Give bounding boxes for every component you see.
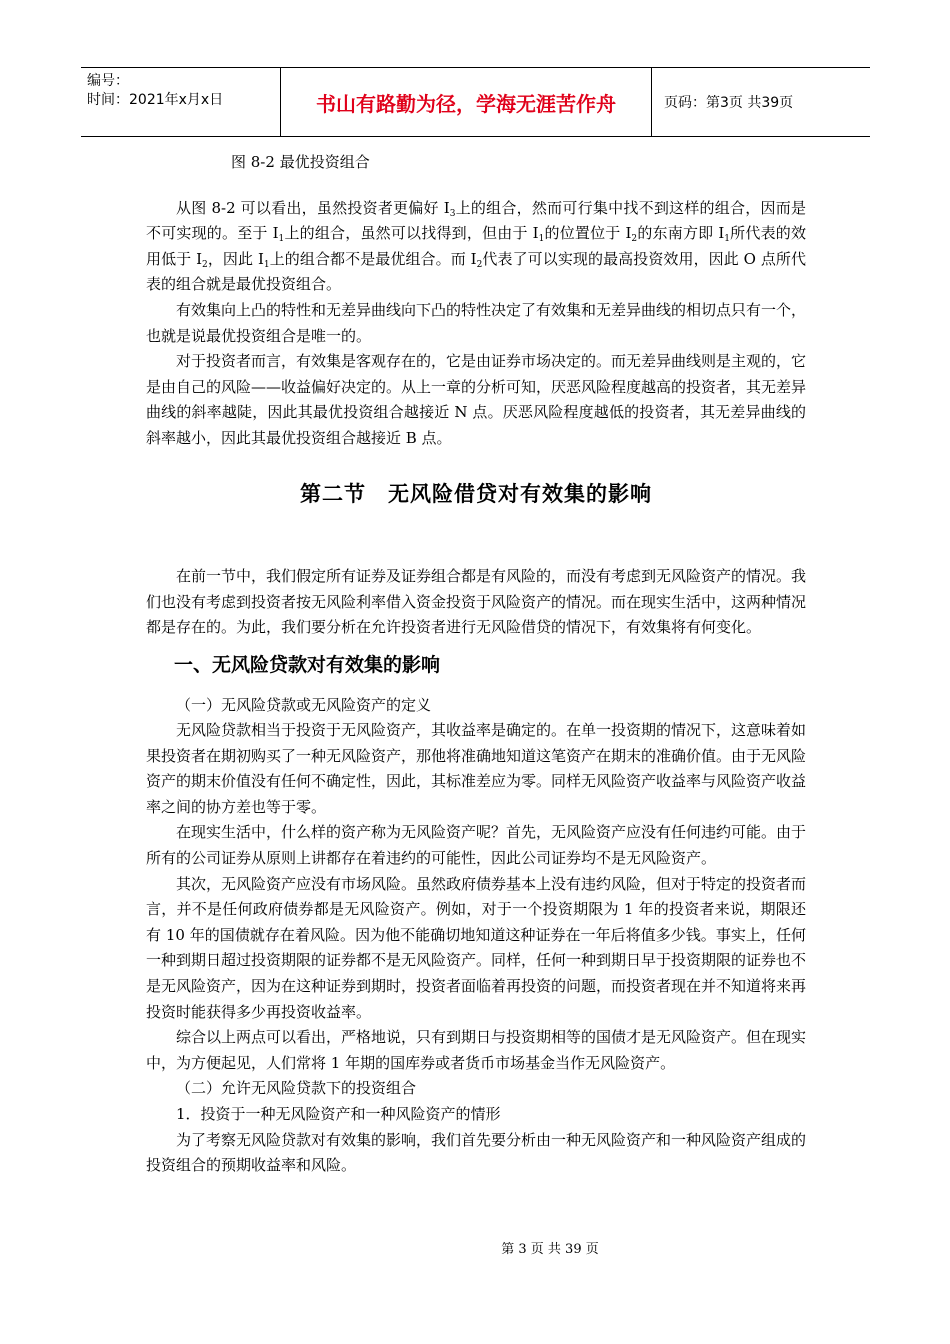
paragraph: 从图 8-2 可以看出，虽然投资者更偏好 $I_3$上的组合，然而可行集中找不到这样的组合，因而是不可实现的。至于 $I_1$上的组合，虽然可以找得到，但由于 $I_1$的位置位于 $I_2$的东南方即 $I_1$所代表的效用低于 $I_2$，因此 $I_1$上的组合都不是最优组合。而 $I_2$代表了可以实现的最高投资效用，因此 O 点所代表的组合就是最优投资组合。 [146,198,806,294]
header-motto: 书山有路勤为径，学海无涯苦作舟 [281,68,652,136]
subheading: （一）无风险贷款或无风险资产的定义 [176,695,432,714]
paragraph: 无风险贷款相当于投资于无风险资产，其收益率是确定的。在单一投资期的情况下，这意味着如果投资者在期初购买了一种无风险资产，那他将准确地知道这笔资产在期末的准确价值。由于无风险资产的期末价值没有任何不确定性，因此，其标准差应为零。同样无风险资产收益率与风险资产收益率之间的协方差也等于零。 [146,721,807,816]
paragraph: 在前一节中，我们假定所有证券及证券组合都是有风险的，而没有考虑到无风险资产的情况。我们也没有考虑到投资者按无风险利率借入资金投资于风险资产的情况。而在现实生活中，这两种情况都是存在的。为此，我们要分析在允许投资者进行无风险借贷的情况下，有效集将有何变化。 [146,567,807,637]
time-label: 时间：2021年x月x日 [87,92,224,108]
header-page-info: 页码：第3页 共39页 [664,95,794,111]
page-header [81,67,870,137]
paragraph: 其次，无风险资产应没有市场风险。虽然政府债券基本上没有违约风险，但对于特定的投资者而言，并不是任何政府债券都是无风险资产。例如，对于一个投资期限为 1 年的投资者来说，期限还有 10 年的国债就存在着风险。因为他不能确切地知道这种证券在一年后将值多少钱。事实上，任何一种到期日超过投资期限的证券都不是无风险资产。同样，任何一种到期日早于投资期限的证券也不是无风险资产，因为在这种证券到期时，投资者面临着再投资的问题，而投资者现在并不知道将来再投资时能获得多少再投资收益率。 [146,874,807,1021]
subheading: （二）允许无风险贷款下的投资组合 [176,1079,417,1098]
figure-caption: 图 8-2 最优投资组合 [231,153,370,171]
document-body [146,150,806,1179]
code-label: 编号： [87,73,129,89]
paragraph: 综合以上两点可以看出，严格地说，只有到期日与投资期相等的国债才是无风险资产。但在现实中，为方便起见，人们常将 1 年期的国库券或者货币市场基金当作无风险资产。 [146,1028,807,1072]
header-meta [81,68,281,136]
paragraph: 为了考察无风险贷款对有效集的影响，我们首先要分析由一种无风险资产和一种风险资产组成的投资组合的预期收益率和风险。 [146,1130,807,1175]
paragraph: 对于投资者而言，有效集是客观存在的，它是由证券市场决定的。而无差异曲线则是主观的，它是由自己的风险——收益偏好决定的。从上一章的分析可知，厌恶风险程度越高的投资者，其无差异曲线的斜率越陡，因此其最优投资组合越接近 N 点。厌恶风险程度越低的投资者，其无差异曲线的斜率越小，因此其最优投资组合越接近 B 点。 [146,352,807,447]
section-title: 第二节 无风险借贷对有效集的影响 [300,481,652,506]
paragraph: 在现实生活中，什么样的资产称为无风险资产呢？首先，无风险资产应没有任何违约可能。由于所有的公司证券从原则上讲都存在着违约的可能性，因此公司证券均不是无风险资产。 [146,823,807,868]
subheading: 1．投资于一种无风险资产和一种风险资产的情形 [176,1105,501,1123]
heading: 一、无风险贷款对有效集的影响 [174,653,441,676]
paragraph: 有效集向上凸的特性和无差异曲线向下凸的特性决定了有效集和无差异曲线的相切点只有一个，也就是说最优投资组合是唯一的。 [146,300,807,345]
page-footer: 第 3 页 共 39 页 [501,1242,599,1257]
